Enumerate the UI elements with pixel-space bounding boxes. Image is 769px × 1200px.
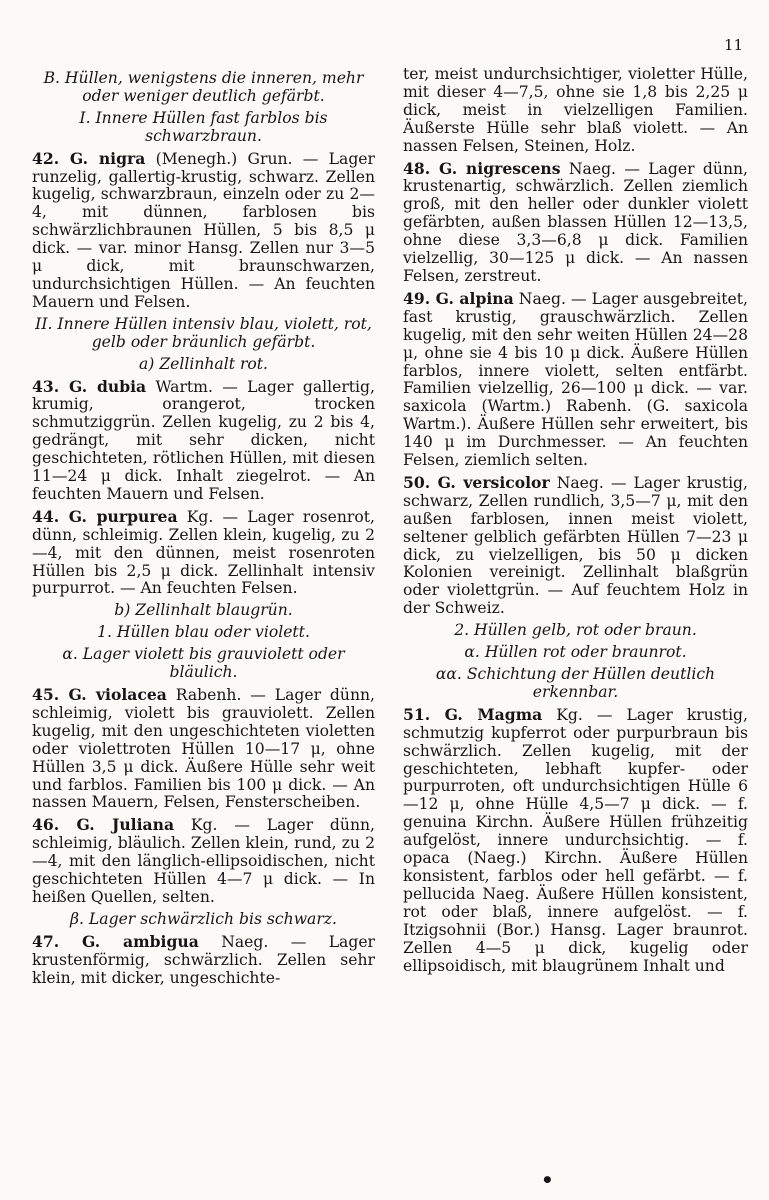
species-description: Wartm. — Lager gallertig, krumig, orangerot, trocken schmutziggrün. Zellen kugelig, zu 2 bis 4, gedrängt, mit sehr dicken, nicht geschichteten, rötlichen Hüllen, mit diesen 11—24 μ dick. Inhalt ziegelrot. — An feuchten Mauern und Felsen.	[32, 377, 375, 503]
species-entry-51	[403, 706, 748, 976]
species-name: 47. G. ambigua	[32, 931, 199, 951]
left-column	[32, 66, 375, 988]
species-entry-45	[32, 686, 375, 812]
species-name: 44. G. purpurea	[32, 506, 178, 526]
species-entry-47	[32, 933, 375, 988]
section-heading-1: 1. Hüllen blau oder violett.	[97, 623, 310, 642]
species-entry-48	[403, 160, 748, 286]
species-entry-46	[32, 816, 375, 907]
section-heading-b: B. Hüllen, wenigstens die inneren, mehr oder weniger deutlich gefärbt.	[43, 69, 364, 105]
species-name: 49. G. alpina	[403, 288, 514, 308]
section-heading-i: I. Innere Hüllen fast farblos bis schwarzbraun.	[79, 108, 328, 145]
species-name: 51. G. Magma	[403, 704, 543, 724]
section-heading-alpha: α. Lager violett bis grauviolett oder bläulich.	[62, 645, 345, 682]
species-description: Kg. — Lager dünn, schleimig, bläulich. Zellen klein, rund, zu 2—4, mit den länglich-ellipsoidischen, nicht geschichteten Hüllen 4—7 μ dick. — In heißen Quellen, selten.	[32, 816, 375, 906]
species-entry-49	[403, 290, 748, 470]
species-name: 42. G. nigra	[32, 148, 146, 168]
species-description: Kg. — Lager rosenrot, dünn, schleimig. Zellen klein, kugelig, zu 2—4, mit den dünnen, meist rosenroten Hüllen bis 2,5 μ dick. Zellinhalt intensiv purpurrot. — An feuchten Felsen.	[32, 507, 375, 598]
section-heading-ii: II. Innere Hüllen intensiv blau, violett, rot, gelb oder bräunlich gefärbt.	[35, 314, 372, 351]
species-description: Naeg. — Lager krustenförmig, schwärzlich. Zellen sehr klein, mit dicker, ungeschichte-	[32, 932, 376, 987]
species-entry-43	[32, 378, 375, 504]
species-name: 43. G. dubia	[32, 376, 147, 396]
species-name: 45. G. violacea	[32, 685, 167, 704]
section-heading-alpha2: α. Hüllen rot oder braunrot.	[464, 643, 687, 662]
section-heading-2: 2. Hüllen gelb, rot oder braun.	[454, 621, 697, 640]
species-description: Naeg. — Lager krustig, schwarz, Zellen rundlich, 3,5—7 μ, mit den außen farblosen, innen meist violett, seltener gelblich gefärbten Hüllen 7—23 μ dick, zu vielzelligen, bis 50 μ dicken Kolonien vereinigt. Zellinhalt blaßgrün oder violettgrün. — Auf feuchtem Holz in der Schweiz.	[403, 473, 748, 618]
species-entry-42	[32, 150, 375, 312]
species-name: 48. G. nigrescens	[403, 158, 561, 178]
section-heading-beta: β. Lager schwärzlich bis schwarz.	[70, 909, 337, 928]
right-column	[403, 66, 748, 975]
page-number: 11	[724, 36, 744, 54]
section-heading-b2: b) Zellinhalt blaugrün.	[114, 601, 293, 620]
continued-text: ter, meist undurchsichtiger, violetter Hülle, mit dieser 4—7,5, ohne sie 1,8 bis 2,25 μ dick, meist in vielzelligen Familien. Äußerste Hülle sehr blaß violett. — An nassen Felsen, Steinen, Holz.	[403, 65, 748, 155]
species-entry-50	[403, 474, 748, 618]
ink-mark: •	[541, 1168, 554, 1192]
species-description: Naeg. — Lager dünn, krustenartig, schwärzlich. Zellen ziemlich groß, mit den heller oder dunkler violett gefärbten, außen blassen Hüllen 12—13,5, ohne diese 3,3—6,8 μ dick. Familien vielzellig, 30—125 μ dick. — An nassen Felsen, zerstreut.	[403, 159, 748, 285]
species-name: 46. G. Juliana	[32, 815, 175, 835]
species-description: (Menegh.) Grun. — Lager runzelig, gallertig-krustig, schwarz. Zellen kugelig, schwarzbraun, einzeln oder zu 2—4, mit dünnen, farblosen bis schwärzlichbraunen Hüllen, 5 bis 8,5 μ dick. — var. minor Hansg. Zellen nur 3—5 μ dick, mit braunschwarzen, undurchsichtigen Hüllen. — An feuchten Mauern und Felsen.	[32, 149, 375, 311]
species-entry-44	[32, 508, 375, 599]
species-name: 50. G. versicolor	[403, 472, 550, 492]
species-description: Naeg. — Lager ausgebreitet, fast krustig, grauschwärzlich. Zellen kugelig, mit den sehr weiten Hüllen 24—28 μ, ohne sie 4 bis 10 μ dick. Äußere Hüllen farblos, innere violett, selten entfärbt. Familien vielzellig, 26—100 μ dick. — var. saxicola (Wartm.) Rabenh. (G. saxicola Wartm.). Äußere Hüllen sehr erweitert, bis 140 μ im Durchmesser. — An feuchten Felsen, ziemlich selten.	[403, 289, 748, 470]
section-heading-a: a) Zellinhalt rot.	[138, 354, 269, 373]
species-description: Rabenh. — Lager dünn, schleimig, violett bis grauviolett. Zellen kugelig, mit den ungeschichteten violetten oder violettroten Hüllen 10—17 μ, ohne Hüllen 3,5 μ dick. Äußere Hülle sehr weit und farblos. Familien bis 100 μ dick. — An nassen Mauern, Felsen, Fensterscheiben.	[32, 686, 375, 812]
section-heading-aa: αα. Schichtung der Hüllen deutlich erkennbar.	[435, 665, 716, 701]
species-description: Kg. — Lager krustig, schmutzig kupferrot oder purpurbraun bis schwärzlich. Zellen kugelig, mit der geschichteten, lebhaft kupfer- oder purpurroten, oft undurchsichtigen Hülle 6—12 μ, ohne Hülle 4,5—7 μ dick. — f. genuina Kirchn. Äußere Hüllen frühzeitig aufgelöst, innere undurchsichtig. — f. opaca (Naeg.) Kirchn. Äußere Hüllen konsistent, farblos oder hell gefärbt. — f. pellucida Naeg. Äußere Hüllen konsistent, rot oder blaß, innere aufgelöst. — f. Itzigsohnii (Bor.) Hansg. Lager braunrot. Zellen 4—5 μ dick, kugelig oder ellipsoidisch, mit blaugrünem Inhalt und	[403, 705, 748, 975]
